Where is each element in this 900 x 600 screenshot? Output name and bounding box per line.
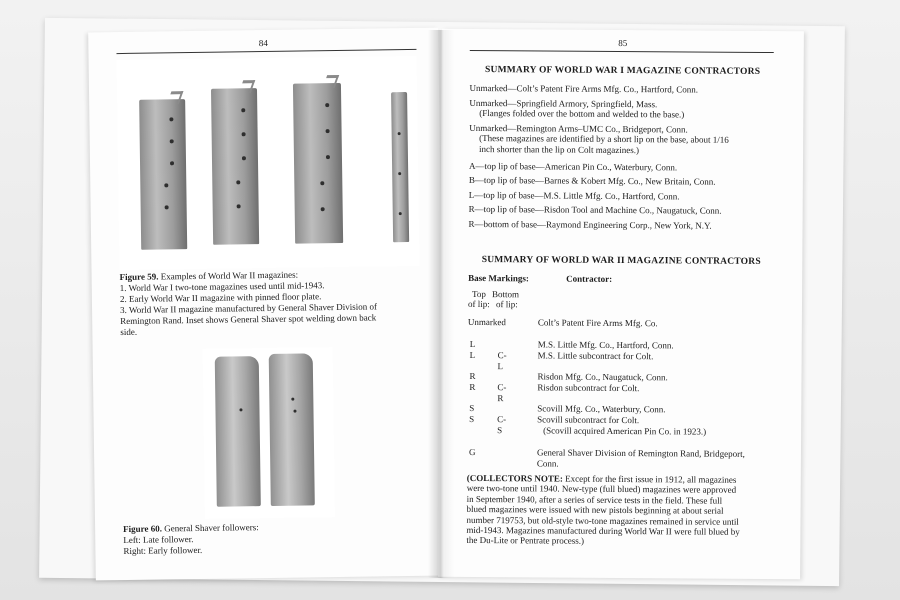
note-line: number 719753, but old-style two-tone magazines remained in service until [466,514,739,527]
row-contractor: M.S. Little Mfg. Co., Hartford, Conn. [537,339,674,351]
row-top-mark: L [469,338,476,349]
ww1-line: R—top lip of base—Risdon Tool and Machine Co., Naugatuck, Conn. [468,204,722,217]
note-lead: (COLLECTORS NOTE: [466,472,563,484]
row-contractor: Scovill Mfg. Co., Waterbury, Conn. [537,403,666,415]
of-lip-label-2: of lip: [495,299,518,310]
row-contractor: Risdon Mfg. Co., Naugatuck, Conn. [537,371,668,383]
figure-59-item: 1. World War I two-tone magazines used until mid-1943. [119,280,325,294]
figure-59-photo [117,56,420,270]
figure-59-title: Examples of World War II magazines: [160,269,299,282]
figure-59-item: 3. World War II magazine manufactured by General Shaver Division of [120,301,378,316]
base-markings-label: Base Markings: [468,272,529,284]
ww2-header-row [468,273,768,286]
bottom-label: Bottom [492,289,520,300]
ww2-heading: SUMMARY OF WORLD WAR II MAGAZINE CONTRACTORS [481,255,761,267]
ww1-list [469,83,770,232]
magazine-1-image [139,99,187,250]
book-gutter-shadow [428,30,454,578]
left-page [88,28,446,581]
ww1-line: A—top lip of base—American Pin Co., Waterbury, Conn. [468,160,678,172]
ww1-line: Unmarked—Remington Arms–UMC Co., Bridgeport, Conn. [469,122,688,135]
ww1-line: B—top lip of base—Barnes & Kobert Mfg. Co., New Britain, Conn. [468,175,716,187]
figure-60-line: Left: Late follower. [123,534,194,546]
page-number-84: 84 [258,37,268,49]
row-bottom-mark: C-L [497,350,507,371]
ww1-line: L—top lip of base—M.S. Little Mfg. Co., Hartford, Conn. [468,189,680,202]
figure-60-label: Figure 60. [123,523,163,535]
of-lip-label: of lip: [467,298,490,310]
contractor-label: Contractor: [566,273,613,284]
ww2-lip-header [467,288,768,310]
collectors-note [466,473,769,548]
ww2-table [467,316,768,469]
figure-60-photo [203,347,335,519]
magazine-2-image [211,88,259,245]
early-follower-image [269,353,315,506]
note-line: mid-1943. Magazines manufactured during World War II were full blued by [466,524,740,537]
row-contractor: Conn. [536,458,559,469]
ww1-line: R—bottom of base—Raymond Engineering Corp., New York, N.Y. [468,218,712,231]
row-top-mark: S [469,413,475,424]
figure-59-item: Remington Rand. Inset shows General Shaver spot welding down back [120,312,377,327]
figure-59-item: 2. Early World War II magazine with pinned floor plate. [119,291,322,305]
note-line: were two-tone until 1940. New-type (full blued) magazines were approved [466,483,737,496]
magazine-3-image [293,83,343,244]
figure-59-item: side. [120,326,138,338]
row-contractor: (Scovill acquired American Pin Co. in 1923.) [543,425,707,437]
figure-60-caption [123,520,423,557]
top-label: Top [472,288,486,300]
row-top-mark: L [469,349,476,360]
note-line: the Du-Lite or Pentrate process.) [466,535,585,547]
row-contractor: Scovill subcontract for Colt. [537,414,640,426]
magazine-inset-image [391,92,409,242]
row-contractor: General Shaver Division of Remington Rand, Bridgeport, [536,447,745,459]
row-contractor: Colt’s Patent Fire Arms Mfg. Co. [537,317,658,329]
late-follower-image [215,356,261,507]
row-top-mark: Unmarked [467,316,506,328]
ww1-line: inch shorter than the lip on Colt magazines.) [479,143,640,156]
row-bottom-mark: C-R [497,382,507,403]
ww1-heading: SUMMARY OF WORLD WAR I MAGAZINE CONTRACTORS [485,65,761,77]
figure-60-line: Right: Early follower. [123,544,203,557]
ww1-line: (Flanges folded over the bottom and welded to the base.) [479,108,685,120]
row-top-mark: R [469,370,476,381]
figure-59-label: Figure 59. [119,271,159,283]
right-page [438,29,804,580]
page-number-85: 85 [618,37,628,49]
row-bottom-mark: C-S [497,414,507,435]
row-contractor: Risdon subcontract for Colt. [537,382,640,394]
row-top-mark: R [469,381,476,392]
header-rule [470,50,774,53]
note-line: in September 1940, after a series of service tests in the field. These full [466,493,723,506]
row-top-mark: G [468,446,476,457]
note-line: Except for the first issue in 1912, all magazines [562,473,737,485]
figure-59-caption [120,268,421,338]
ww1-line: Unmarked—Colt’s Patent Fire Arms Mfg. Co., Hartford, Conn. [469,82,699,95]
ww2-row [467,316,658,329]
ww1-line: Unmarked—Springfield Armory, Springfield, Mass. [469,97,658,109]
figure-60-title: General Shaver followers: [164,522,259,534]
ww1-line: (These magazines are identified by a short lip on the base, about 1/16 [479,133,729,146]
note-line: blued magazines were issued with new pistols beginning at about serial [466,504,724,516]
header-rule [116,49,416,54]
row-top-mark: S [469,402,475,413]
row-contractor: M.S. Little subcontract for Colt. [537,350,654,362]
